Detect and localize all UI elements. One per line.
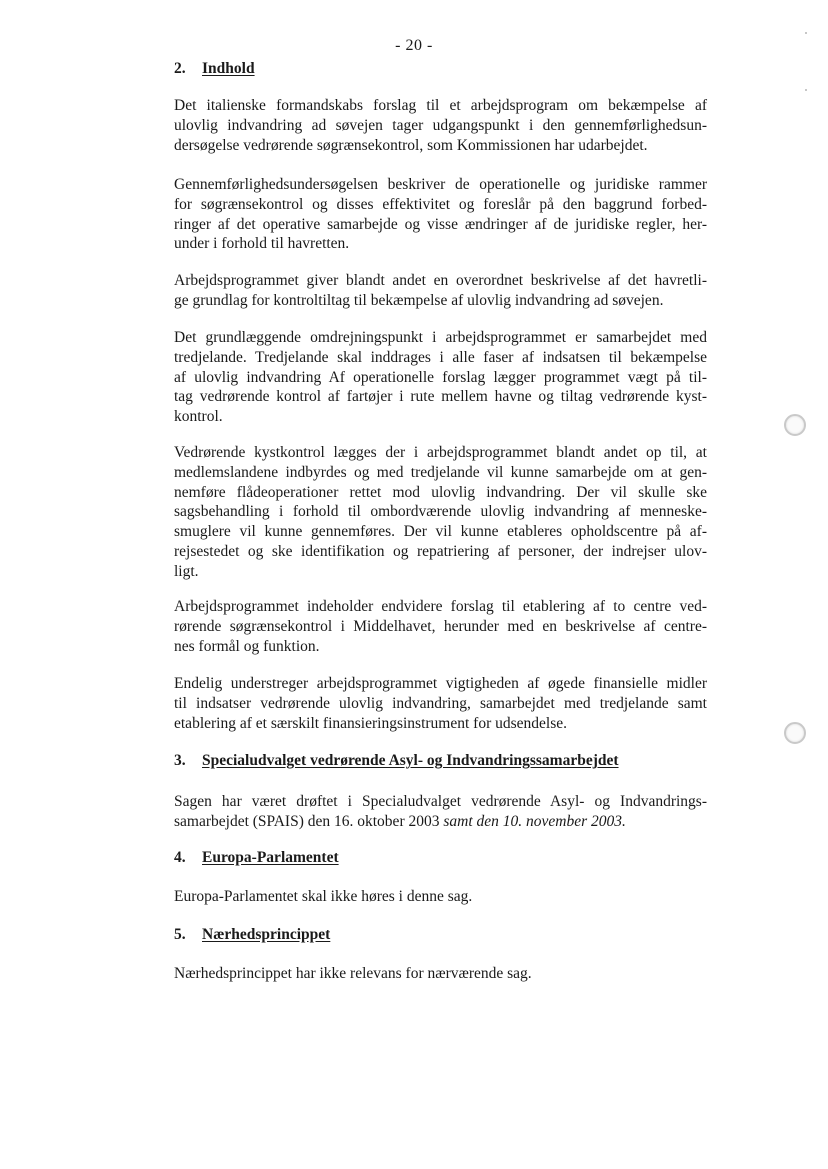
section-heading-specialudvalget [174,752,619,770]
text-line: for søgrænsekontrol og disses effektivitet og foreslår på den baggrund forbed- [174,195,707,213]
text-line: nes formål og funktion. [174,637,320,655]
text-line: ligt. [174,562,199,580]
text-line: rejsestedet og ske identifikation og repatriering af personer, der indrejser ulov- [174,542,707,560]
text-line [174,812,707,832]
scan-speck [805,89,807,91]
text-line: Det grundlæggende omdrejningspunkt i arbejdsprogrammet er samarbejdet med [174,329,707,346]
paragraph-third-countries [174,328,707,427]
paragraph-spais [174,792,707,832]
scan-speck [805,32,807,34]
paragraph-centres [174,597,707,656]
text-line: Europa-Parlamentet skal ikke høres i denne sag. [174,888,473,905]
section-number: 5. [174,926,186,943]
text-line: ulovlig indvandring ad søvejen tager udgangspunkt i den gennemførlighedsun- [174,116,707,134]
section-title: Nærhedsprincippet [202,926,331,943]
text-line: smuglere vil kunne gennemføres. Der vil kunne etableres opholdscentre på af- [174,523,707,541]
text-line: etablering af et særskilt finansieringsinstrument for udsendelse. [174,714,568,732]
text-line: Arbejdsprogrammet giver blandt andet en overordnet beskrivelse af det havretli- [174,272,707,289]
section-heading-indhold [174,60,255,78]
text-line: rørende søgrænsekontrol i Middelhavet, herunder med en beskrivelse af centre- [174,617,707,635]
paragraph-financing [174,674,707,733]
text-line: sagsbehandling i forhold til ombordværende ulovlig indvandring af menneske- [174,503,707,521]
text-line: under i forhold til havretten. [174,235,350,253]
section-title: Specialudvalget vedrørende Asyl- og Indvandringssamarbejdet [202,752,619,769]
punch-hole [784,414,806,436]
text-line: tredjelande. Tredjelande skal inddrages i alle faser af indsatsen til bekæmpelse [174,348,707,366]
italic-text: samt den 10. november 2003. [443,812,626,830]
punch-hole [784,722,806,744]
paragraph-subsidiarity [174,964,707,984]
section-number: 3. [174,752,186,769]
text-line: dersøgelse vedrørende søgrænsekontrol, som Kommissionen har udarbejdet. [174,136,648,154]
text-line: Det italienske formandskabs forslag til et arbejdsprogram om bekæmpelse af [174,97,707,114]
paragraph-coastal-control [174,443,707,582]
text-line: Arbejdsprogrammet indeholder endvidere forslag til etablering af to centre ved- [174,598,707,615]
text-line: Vedrørende kystkontrol lægges der i arbejdsprogrammet blandt andet op til, at [174,444,707,461]
section-number: 2. [174,60,186,77]
text-line: Gennemførlighedsundersøgelsen beskriver de operationelle og juridiske rammer [174,176,707,193]
text-line: ringer af det operative samarbejde og visse ændringer af de juridiske regler, her- [174,215,707,233]
paragraph-feasibility-study [174,175,707,254]
section-heading-europa-parlamentet [174,849,339,867]
text-line: Nærhedsprincippet har ikke relevans for nærværende sag. [174,965,532,982]
text-line: tag vedrørende kontrol af fartøjer i rute mellem havne og tiltag vedrørende kyst- [174,388,707,406]
text-line: kontrol. [174,408,223,426]
text-line: Endelig understreger arbejdsprogrammet vigtigheden af øgede finansielle midler [174,675,707,692]
text-line: Sagen har været drøftet i Specialudvalget vedrørende Asyl- og Indvandrings- [174,793,707,810]
page-number: - 20 - [395,37,433,54]
text-line: til indsatser vedrørende ulovlig indvandring, samarbejdet med tredjelande samt [174,694,707,712]
section-number: 4. [174,849,186,866]
text-line: medlemslandene indbyrdes og med tredjelande vil kunne samarbejde om at gen- [174,463,707,481]
text-line: nemføre flådeoperationer rettet mod ulovlig indvandring. Der vil skulle ske [174,483,707,501]
section-title: Europa-Parlamentet [202,849,339,866]
paragraph-work-programme [174,271,707,311]
section-heading-naerhedsprincippet [174,926,330,944]
paragraph-parliament [174,887,707,907]
text-line: af ulovlig indvandring Af operationelle forslag lægger programmet vægt på til- [174,368,707,386]
text-span: samarbejdet (SPAIS) den 16. oktober 2003 [174,812,440,830]
section-title: Indhold [202,60,255,77]
text-line: ge grundlag for kontroltiltag til bekæmpelse af ulovlig indvandring ad søvejen. [174,291,664,309]
paragraph-intro [174,96,707,155]
